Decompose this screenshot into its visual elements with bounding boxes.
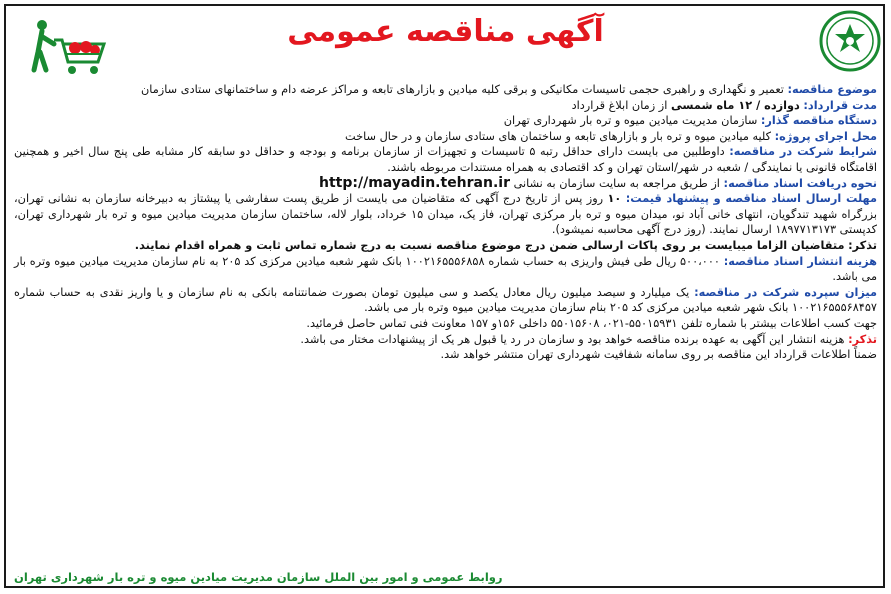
deposit-section [14, 285, 877, 316]
duration-section [14, 98, 877, 114]
fee-section [14, 254, 877, 285]
documents-section [14, 176, 877, 192]
documents-url-link[interactable]: http://mayadin.tehran.ir [319, 174, 510, 191]
conditions-text: داوطلبین می بایست دارای حداقل رتبه ۵ تاسیسات و تجهیزات از سازمان برنامه و بودجه و حداقل دو سابقه کار مشابه طی پنج سال اخیر و همچنین اقامتگاه قانونی یا نمایندگی / شعبه در شهر/استان تهران و کد اقتصادی به همراه مستندات مربوطه باشند. [14, 145, 877, 174]
reminder-label: تذکر: [848, 238, 877, 252]
note2-extra-text: ضمناً اطلاعات قرارداد این مناقصه بر روی سامانه شفافیت شهرداری تهران منتشر خواهد شد. [440, 348, 877, 362]
location-section [14, 129, 877, 145]
deadline-value: ۱۰ [607, 192, 622, 206]
documents-label: نحوه دریافت اسناد مناقصه: [723, 176, 877, 190]
organizer-section [14, 113, 877, 129]
contact-text: جهت کسب اطلاعات بیشتر با شماره تلفن ۵۵۰۱۵۹۳۱-۰۲۱، ۵۵۰۱۵۶۰۸ داخلی ۱۵۶و ۱۵۷ معاونت فنی تماس حاصل فرمائید. [306, 316, 877, 330]
fee-label: هزینه انتشار اسناد مناقصه: [723, 254, 877, 268]
organizer-label: دستگاه مناقصه گذار: [760, 114, 877, 128]
deadline-note: (روز درج آگهی محاسبه نمیشود). [551, 223, 706, 237]
subject-text: تعمیر و نگهداری و راهبری حجمی تاسیسات مکانیکی و برقی کلیه میادین و بازارهای تابعه و مراکز عرضه دام و ساختمانهای ستادی سازمان [141, 83, 784, 96]
organizer-text: سازمان مدیریت میادین میوه و تره بار شهرداری تهران [503, 114, 758, 128]
note2-label: تذکر: [848, 332, 877, 346]
reminder-text: متقاضیان الزاما میبایست بر روی پاکات ارسالی ضمن درج موضوع مناقصه نسبت به درج شماره تماس ثابت و همراه اقدام نمایند. [134, 238, 845, 252]
deposit-label: میزان سپرده شرکت در مناقصه: [694, 285, 877, 299]
deadline-label: مهلت ارسال اسناد مناقصه و پیشنهاد قیمت: [625, 192, 878, 206]
footer-credit: روابط عمومی و امور بین الملل سازمان مدیریت میادین میوه و تره بار شهرداری تهران [14, 570, 503, 584]
duration-label: مدت قرارداد: [803, 98, 877, 112]
notice-title: آگهی مناقصه عمومی [287, 14, 604, 49]
deadline-section [14, 191, 877, 238]
note2-extra-section [14, 347, 877, 363]
contact-section [14, 316, 877, 332]
deposit-text: یک میلیارد و سیصد میلیون ریال معادل یکصد و سی میلیون تومان بصورت ضمانتنامه بانکی به نام سازمان و یا واریز نقدی به حساب شماره ۱۰۰۲۱۶۵۵۵۶۸۴۵۷ بانک شهر شعبه میادین مرکزی کد ۲۰۵ بنام سازمان مدیریت میادین میوه وتره بار می باشد. [14, 285, 877, 315]
shopping-cart-logo-icon [28, 18, 110, 80]
location-label: محل اجرای پروژه: [774, 129, 877, 143]
subject-section [14, 82, 877, 98]
reminder-section [14, 238, 877, 254]
fee-text: ۵۰۰،۰۰۰ ریال طی فیش واریزی به حساب شماره ۱۰۰۲۱۶۵۵۵۶۸۵۸ بانک شهر شعبه میادین مرکزی کد ۲۰۵ به نام سازمان مدیریت میادین میوه وتره بار می باشد. [14, 254, 877, 284]
deadline-text: روز پس از تاریخ درج آگهی که متقاضیان می بایست از طریق پست سفارشی یا پیشتاز به دبیرخانه سازمان به نشانی تهران، بزرگراه شهید تندگویان، انتهای خانی آباد نو، میدان میوه و تره بار مرکزی تهران، فاز یک، میدان ۱۵ خرداد، بلوار لاله، ساختمان سازمان مدیریت میادین میوه و تره بار شهرداری تهران، کدپستی ۱۸۹۷۷۱۳۱۷۳ ارسال نمایند. [14, 192, 878, 237]
notice-body [14, 82, 877, 363]
duration-text: از زمان ابلاغ قرارداد [571, 98, 668, 112]
conditions-label: شرایط شرکت در مناقصه: [729, 145, 878, 159]
conditions-section [14, 144, 877, 175]
tehran-municipality-logo-icon [819, 10, 881, 72]
note2-text: هزینه انتشار این آگهی به عهده برنده مناقصه خواهد بود و سازمان در رد یا قبول هر یک از پیشنهادات مختار می باشد. [300, 332, 845, 346]
note2-section [14, 332, 877, 348]
location-text: کلیه میادین میوه و تره بار و بازارهای تابعه و ساختمان های ستادی سازمان و در حال ساخت [345, 129, 772, 143]
documents-text: از طریق مراجعه به سایت سازمان به نشانی [513, 176, 720, 190]
subject-label: موضوع مناقصه: [787, 83, 877, 96]
duration-value: دوازده / ۱۲ ماه شمسی [670, 98, 800, 112]
